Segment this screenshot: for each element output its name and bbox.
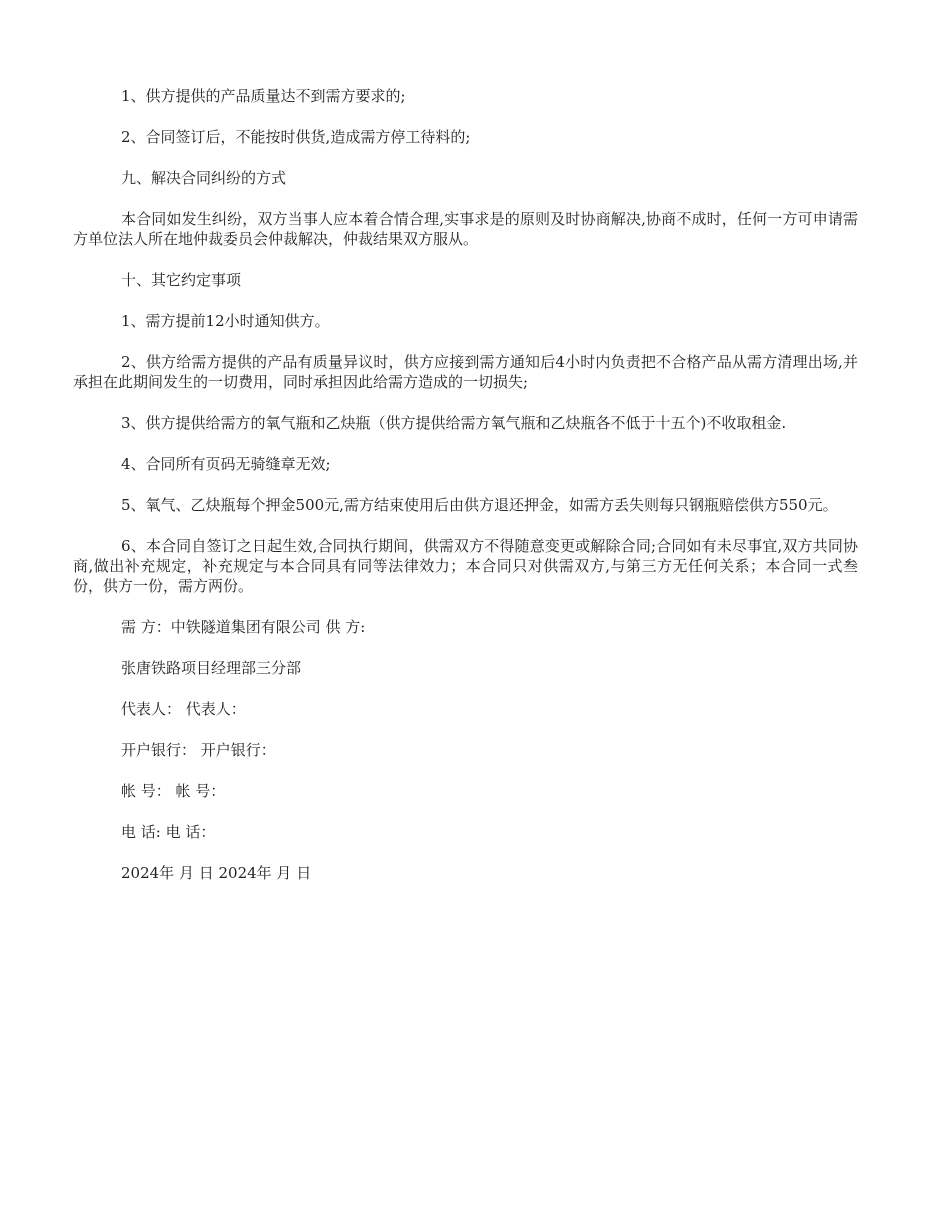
signature-bank: 开户银行： 开户银行： [121, 741, 276, 759]
contract-body [73, 86, 858, 904]
clause-delivery-breach: 2、合同签订后，不能按时供货,造成需方停工待料的; [121, 128, 471, 146]
signature-parties: 需 方：中铁隧道集团有限公司 供 方: [121, 618, 366, 636]
clause-seal: 4、合同所有页码无骑缝章无效; [121, 455, 331, 473]
signature-project-dept: 张唐铁路项目经理部三分部 [121, 659, 302, 677]
clause-dispute-resolution: 本合同如发生纠纷，双方当事人应本着合情合理,实事求是的原则及时协商解决,协商不成时，任何一方可申请需方单位法人所在地仲裁委员会仲裁解决，仲裁结果双方服从。 [73, 210, 858, 248]
signature-representative: 代表人： 代表人： [121, 700, 246, 718]
section-heading-dispute: 九、解决合同纠纷的方式 [121, 169, 287, 187]
signature-phone: 电 话: 电 话： [121, 823, 216, 841]
clause-cylinder-rent: 3、供方提供给需方的氧气瓶和乙炔瓶（供方提供给需方氧气瓶和乙炔瓶各不低于十五个)不收取租金. [121, 414, 787, 432]
clause-deposit: 5、氧气、乙炔瓶每个押金500元,需方结束使用后由供方退还押金，如需方丢失则每只钢瓶赔偿供方550元。 [121, 496, 838, 514]
section-heading-other: 十、其它约定事项 [121, 271, 242, 289]
signature-date: 2024年 月 日 2024年 月 日 [121, 864, 312, 882]
signature-account: 帐 号： 帐 号： [121, 782, 226, 800]
clause-quality-breach: 1、供方提供的产品质量达不到需方要求的; [121, 87, 406, 105]
clause-quality-objection: 2、供方给需方提供的产品有质量异议时，供方应接到需方通知后4小时内负责把不合格产品从需方清理出场,并承担在此期间发生的一切费用，同时承担因此给需方造成的一切损失; [73, 353, 858, 391]
clause-effectiveness: 6、本合同自签订之日起生效,合同执行期间，供需双方不得随意变更或解除合同;合同如有未尽事宜,双方共同协商,做出补充规定，补充规定与本合同具有同等法律效力；本合同只对供需双方,与第三方无任何关系；本合同一式叁份，供方一份，需方两份。 [73, 537, 858, 595]
clause-notice: 1、需方提前12小时通知供方。 [121, 312, 330, 330]
